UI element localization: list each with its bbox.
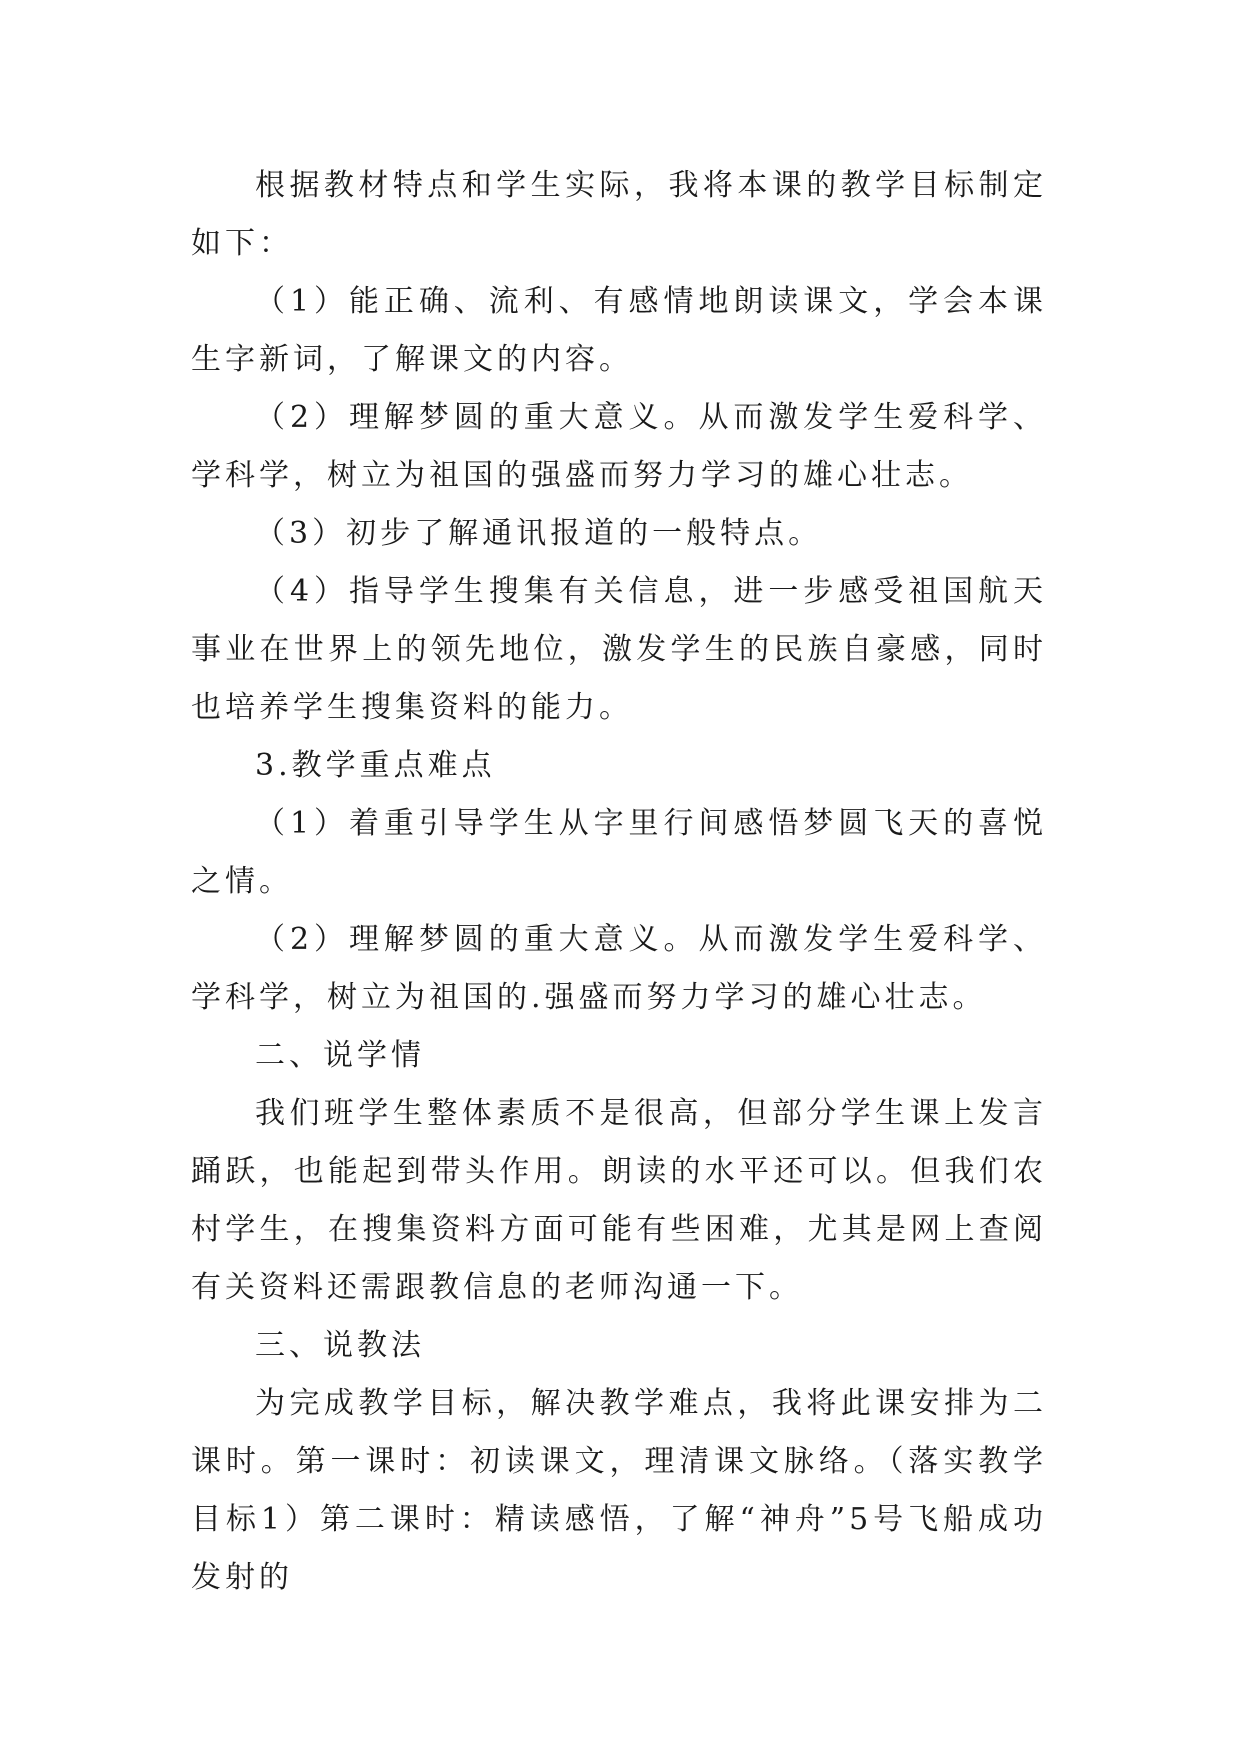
document-body xyxy=(191,157,1047,1607)
paragraph-goal-3: （3）初步了解通讯报道的一般特点。 xyxy=(255,516,823,551)
paragraph-key-point-2: （2）理解梦圆的重大意义。从而激发学生爱科学、学科学，树立为祖国的.强盛而努力学习的雄心壮志。 xyxy=(191,922,1047,1015)
paragraph-goal-1: （1）能正确、流利、有感情地朗读课文，学会本课生字新词，了解课文的内容。 xyxy=(191,284,1047,377)
section-heading-teaching-method: 三、说教法 xyxy=(255,1328,425,1363)
paragraph-goal-4: （4）指导学生搜集有关信息，进一步感受祖国航天事业在世界上的领先地位，激发学生的民族自豪感，同时也培养学生搜集资料的能力。 xyxy=(191,574,1047,725)
section-heading-key-points: 3.教学重点难点 xyxy=(255,748,496,783)
paragraph-teaching-method: 为完成教学目标，解决教学难点，我将此课安排为二课时。第一课时：初读课文，理清课文脉络。（落实教学目标1）第二课时：精读感悟，了解“神舟”5号飞船成功发射的 xyxy=(191,1386,1047,1595)
paragraph-key-point-1: （1）着重引导学生从字里行间感悟梦圆飞天的喜悦之情。 xyxy=(191,806,1047,899)
paragraph-teaching-goals-intro: 根据教材特点和学生实际，我将本课的教学目标制定如下： xyxy=(191,168,1047,261)
paragraph-student-situation: 我们班学生整体素质不是很高，但部分学生课上发言踊跃，也能起到带头作用。朗读的水平还可以。但我们农村学生，在搜集资料方面可能有些困难，尤其是网上查阅有关资料还需跟教信息的老师沟通一下。 xyxy=(191,1096,1047,1305)
section-heading-student-situation: 二、说学情 xyxy=(255,1038,425,1073)
paragraph-goal-2: （2）理解梦圆的重大意义。从而激发学生爱科学、学科学，树立为祖国的强盛而努力学习的雄心壮志。 xyxy=(191,400,1047,493)
